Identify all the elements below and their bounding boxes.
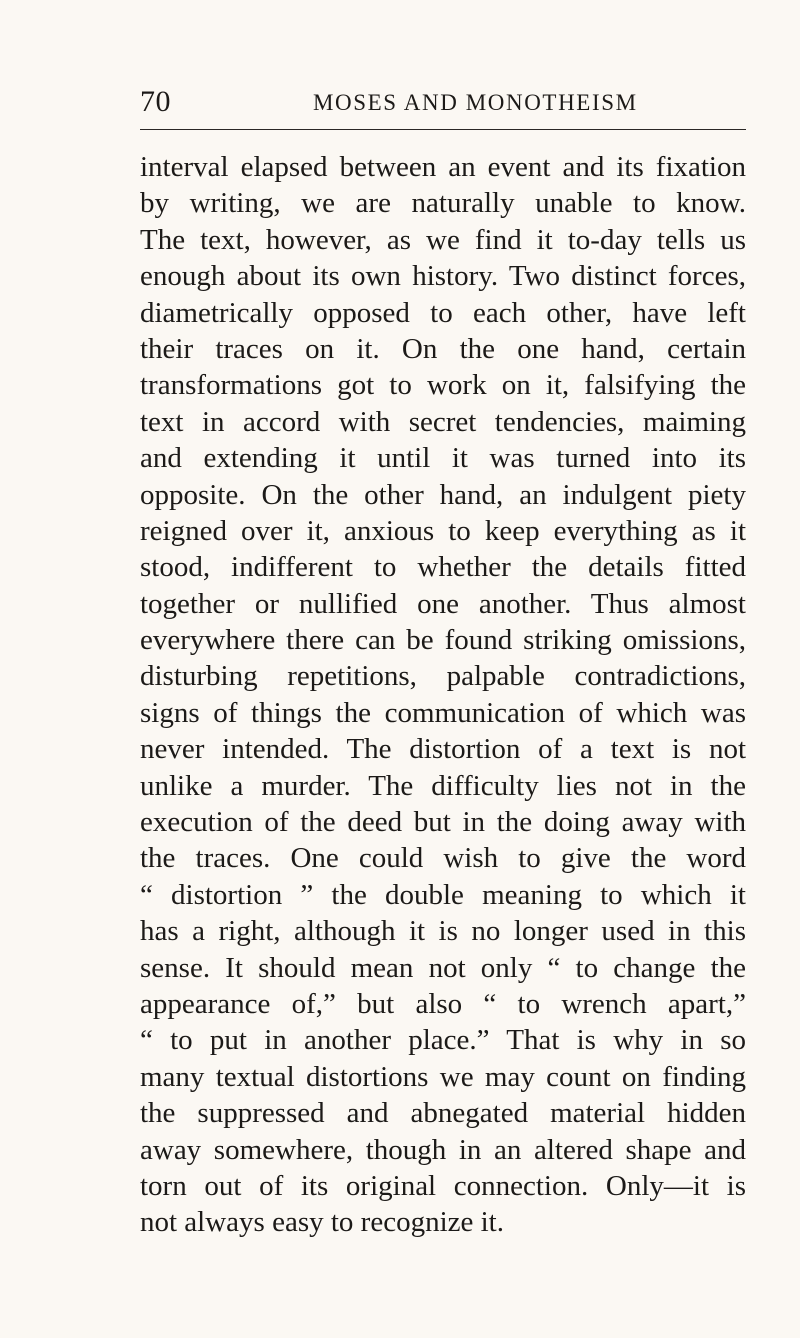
text-line: execution of the deed but in the doing away with — [140, 806, 746, 839]
text-line: signs of things the communication of which was — [140, 696, 746, 729]
text-line: and extending it until it was turned into its — [140, 442, 746, 475]
text-line: never intended. The distortion of a text is not — [140, 733, 746, 766]
text-line: their traces on it. On the one hand, certain — [140, 332, 746, 365]
text-line: the traces. One could wish to give the word — [140, 842, 746, 875]
text-line-last: not always easy to recognize it. — [140, 1206, 504, 1239]
text-line: reigned over it, anxious to keep everything as it — [140, 514, 746, 547]
text-line: torn out of its original connection. Only—it is — [140, 1169, 746, 1202]
text-line: interval elapsed between an event and its fixation — [140, 151, 746, 183]
text-line: by writing, we are naturally unable to know. — [140, 187, 746, 220]
text-line: diametrically opposed to each other, have left — [140, 296, 746, 329]
text-line: transformations got to work on it, falsifying the — [140, 369, 746, 402]
running-title: MOSES AND MONOTHEISM — [313, 90, 638, 115]
text-line: opposite. On the other hand, an indulgent piety — [140, 478, 746, 511]
text-line: text in accord with secret tendencies, maiming — [140, 405, 746, 438]
running-head — [140, 84, 746, 124]
text-line: together or nullified one another. Thus almost — [140, 587, 746, 620]
text-line: away somewhere, though in an altered shape and — [140, 1133, 746, 1166]
text-line: has a right, although it is no longer used in this — [140, 915, 746, 948]
text-line: everywhere there can be found striking omissions, — [140, 624, 746, 657]
text-line: stood, indifferent to whether the details fitted — [140, 551, 746, 584]
text-line: “ distortion ” the double meaning to which it — [140, 878, 746, 911]
body-paragraph — [140, 149, 746, 1241]
text-line: “ to put in another place.” That is why in so — [140, 1024, 746, 1057]
text-line: appearance of,” but also “ to wrench apart,” — [140, 987, 746, 1020]
text-line: disturbing repetitions, palpable contradictions, — [140, 660, 746, 693]
text-line: sense. It should mean not only “ to change the — [140, 951, 746, 984]
header-rule — [140, 129, 746, 130]
text-line: enough about its own history. Two distinct forces, — [140, 260, 746, 293]
text-line: many textual distortions we may count on finding — [140, 1060, 746, 1093]
text-line: the suppressed and abnegated material hidden — [140, 1097, 746, 1130]
text-line: unlike a murder. The difficulty lies not in the — [140, 769, 746, 802]
text-line: The text, however, as we find it to-day tells us — [140, 223, 746, 256]
page-number: 70 — [140, 85, 171, 118]
